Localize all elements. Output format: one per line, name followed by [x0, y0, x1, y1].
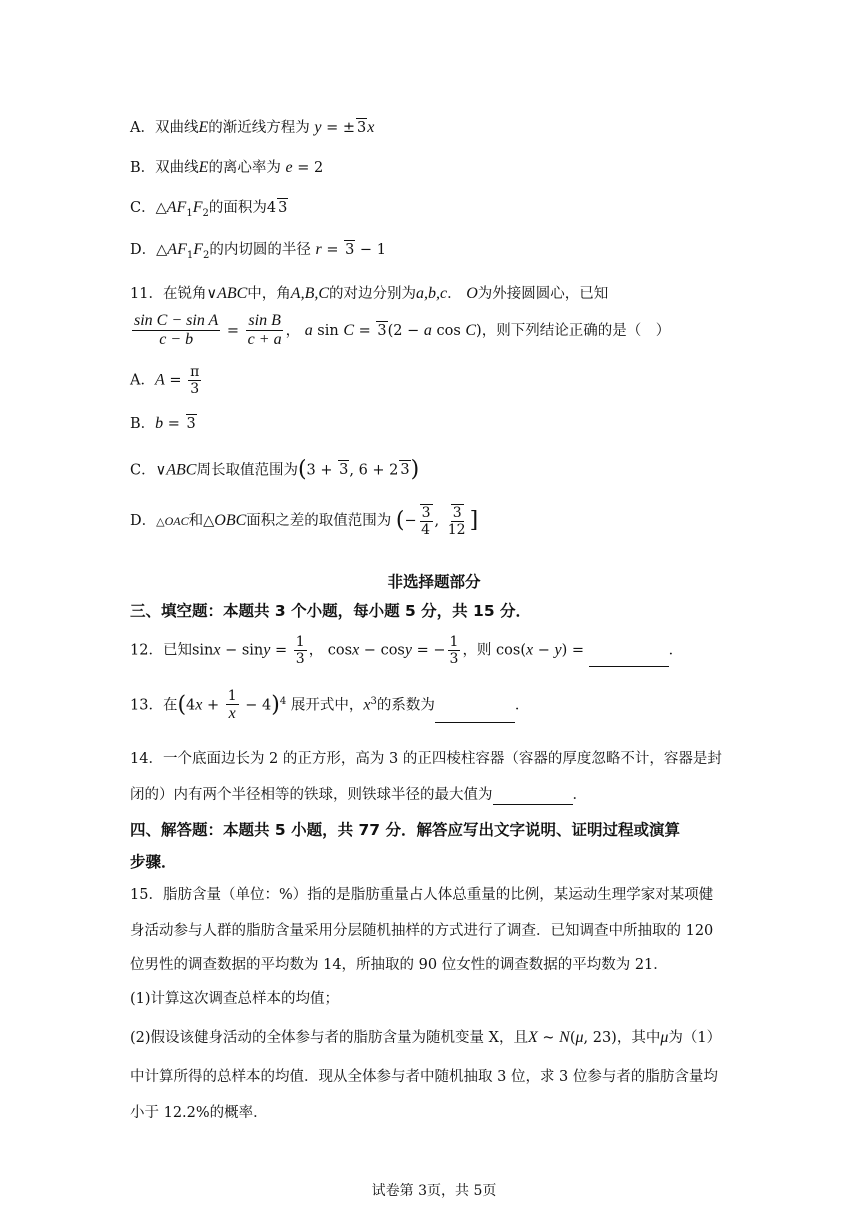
- q12: 12．已知sinx − siny = $\frac{1}{3}$ ， cosx − cosy = − $\frac{1}{3}$ ，则 cos(x − y) = ．: [130, 634, 684, 668]
- q15-line6: 中计算所得的总样本的均值．现从全体参与者中随机抽取 3 位，求 3 位参与者的脂肪含量均: [130, 1069, 718, 1085]
- q11-option-c: C．∨ABC周长取值范围为(3 + 3, 6 + 2 3): [130, 457, 420, 482]
- q10-option-a: A．双曲线E的渐近线方程为 y = ± 3x: [130, 119, 375, 136]
- q11-option-b: B．b = 3: [130, 415, 196, 432]
- q10-option-d: D．$\triangle AF_1F_2$的内切圆的半径 r = 3 − 1: [130, 241, 386, 261]
- q10-option-b: B．双曲线E的离心率为 e = 2: [130, 159, 324, 176]
- q11-option-d: D．△OAC和△OBC面积之差的取值范围为 (− $\frac{3}{4}$ , $\frac{3}{12}$ ]: [130, 505, 479, 539]
- q14-answer-blank[interactable]: [493, 790, 573, 805]
- q10-option-c: C．$\triangle AF_1F_2$的面积为4 3: [130, 199, 288, 219]
- q15-line3: 位男性的调查数据的平均数为 14，所抽取的 90 位女性的调查数据的平均数为 21．: [130, 957, 668, 973]
- page-footer: 试卷第 3页，共 5页: [371, 1183, 497, 1199]
- q15-line2: 身活动参与人群的脂肪含量采用分层随机抽样的方式进行了调查．已知调查中所抽取的 120: [130, 923, 714, 939]
- q11-option-a: A．A = $\frac{\pi}{3}$: [130, 364, 200, 398]
- q11-stem: 11．在锐角∨ABC中，角A,B,C的对边分别为a,b,c． O为外接圆圆心，已知: [130, 285, 609, 302]
- section-heading-4-cont: 步骤．: [130, 853, 177, 871]
- q14-line1: 14．一个底面边长为 2 的正方形，高为 3 的正四棱柱容器（容器的厚度忽略不计，容器是封: [130, 751, 722, 767]
- section-heading-nonchoice: 非选择题部分: [387, 573, 481, 591]
- q15-part1: (1)计算这次调查总样本的均值；: [130, 991, 340, 1007]
- q13: 13．在(4x + $\frac{1}{x}$ − 4)$^4$ 展开式中，$x^3$的系数为 ．: [130, 688, 530, 723]
- section-heading-4: 四、解答题：本题共 5 小题，共 77 分．解答应写出文字说明、证明过程或演算: [130, 821, 680, 839]
- q15-line1: 15．脂肪含量（单位：%）指的是脂肪重量占人体总重量的比例，某运动生理学家对某项健: [130, 887, 714, 903]
- q15-line7: 小于 12.2%的概率．: [130, 1105, 268, 1121]
- q15-part2: (2)假设该健身活动的全体参与者的脂肪含量为随机变量 X，且X ~ N(μ, 23)，其中μ为（1）: [130, 1029, 722, 1046]
- section-heading-3: 三、填空题：本题共 3 个小题，每小题 5 分，共 15 分．: [130, 602, 532, 620]
- q13-answer-blank[interactable]: [435, 708, 515, 723]
- q11-condition: $\frac{\text{sin C − sin A}}{c - b}$ = $\frac{\text{sin B}}{c + a}$ ， a sin C = 3(2 − a cos C)，则下列结论正确的是（ ）: [134, 312, 671, 349]
- q14-line2: 闭的）内有两个半径相等的铁球，则铁球半径的最大值为 ．: [130, 787, 587, 803]
- q12-answer-blank[interactable]: [589, 652, 669, 667]
